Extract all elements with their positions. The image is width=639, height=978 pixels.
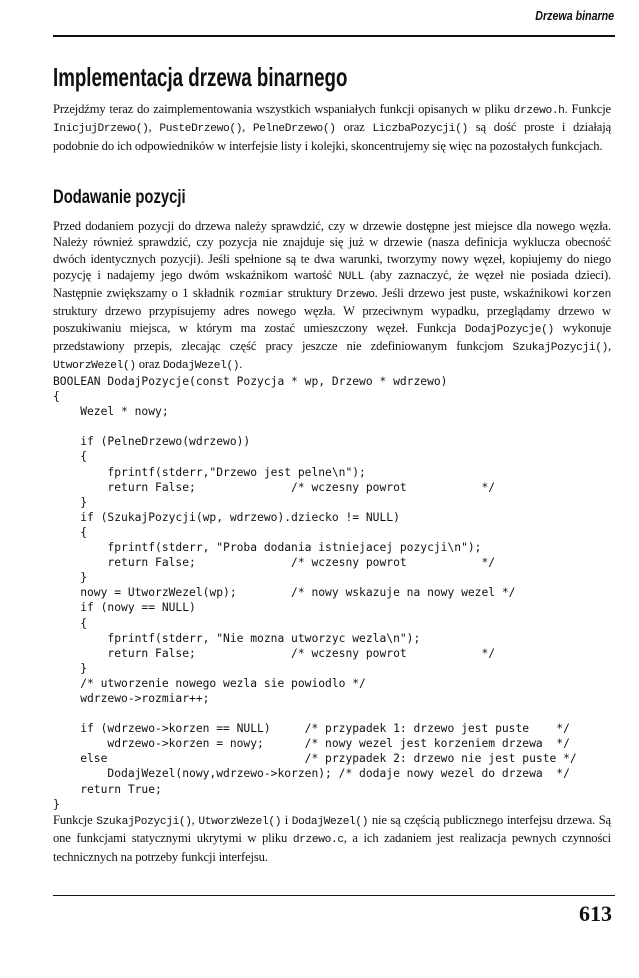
code-line: fprintf(stderr, "Nie mozna utworzyc wezla\n"); [53, 631, 421, 645]
code-line: BOOLEAN DodajPozycje(const Pozycja * wp, Drzewo * wdrzewo) [53, 375, 448, 388]
code-line: if (wdrzewo->korzen == NULL) /* przypadek 1: drzewo jest puste */ [53, 722, 570, 736]
footer-rule [53, 895, 615, 896]
code-line: if (PelneDrzewo(wdrzewo)) [53, 435, 251, 449]
inline-code: Drzewo [336, 289, 375, 302]
text-run: są dość proste i działają podobnie do ich odpowiedników w interfejsie listy i kolejki, skoncentrujemy się więc na pozostałych funkcjach. [53, 120, 612, 153]
inline-code: rozmiar [238, 289, 284, 302]
code-line: } [53, 495, 88, 509]
code-line: } [53, 571, 88, 585]
inline-code: drzewo.c [292, 834, 344, 847]
code-line: fprintf(stderr, "Proba dodania istniejacej pozycji\n"); [53, 541, 482, 555]
text-run: , a ich zadaniem jest realizacja pewnych czynności technicznych na potrzeby funkcji interfejsu. [53, 831, 611, 864]
inline-code: LiczbaPozycji() [372, 123, 468, 136]
text-run: , [148, 120, 160, 135]
inline-code: UtworzWezel() [198, 816, 282, 828]
inline-code: DodajPozycje() [464, 323, 554, 336]
section-title: Implementacja drzewa binarnego [53, 62, 348, 92]
inline-code: NULL [338, 270, 364, 283]
text-run: i [281, 813, 292, 827]
code-line: return True; [53, 782, 162, 796]
code-line: { [53, 390, 60, 404]
text-run: . Funkcje [564, 102, 611, 116]
code-line: } [53, 797, 60, 811]
code-line: return False; /* wczesny powrot */ [53, 556, 496, 570]
inline-code: SzukajPozycji() [512, 342, 608, 355]
text-run: oraz [135, 357, 163, 372]
code-line: /* utworzenie nowego wezla sie powiodlo */ [53, 676, 366, 690]
text-run: Przed dodaniem pozycji do drzewa należy sprawdzić, czy w drzewie dostępne jest miejsce dla nowego węzła. Należy również sprawdzić, czy pozycja nie znajduje się już w drzewie (nasza definicja wyklucza obecność dwóch identycznych pozycji). Jeśli spełnione są te dwa warunki, tworzymy nowy węzeł, kopiujemy do niego pozycję i nadajemy jego dwóm wskaźnikom wartość [53, 219, 611, 282]
closing-paragraph [53, 812, 611, 865]
code-line: if (nowy == NULL) [53, 601, 196, 615]
inline-code: drzewo.h [513, 105, 565, 117]
inline-code: PusteDrzewo() [159, 123, 243, 136]
code-line: if (SzukajPozycji(wp, wdrzewo).dziecko != NULL) [53, 510, 400, 524]
code-line: return False; /* wczesny powrot */ [53, 480, 496, 494]
inline-code: DodajWezel() [291, 816, 369, 828]
code-line: { [53, 450, 88, 464]
header-rule [53, 35, 615, 37]
text-run: wykonuje przedstawiony przepis, zlecając część pracy jeszcze nie zdefiniowanym funkcjom [53, 320, 611, 354]
text-run: nie są częścią publicznego interfejsu drzewa. Są one funkcjami statycznymi ukrytymi w pliku [53, 813, 611, 846]
code-line: wdrzewo->rozmiar++; [53, 691, 210, 705]
code-line: else /* przypadek 2: drzewo nie jest puste */ [53, 752, 577, 766]
code-line: } [53, 661, 88, 675]
inline-code: korzen [572, 289, 611, 302]
inline-code: DodajWezel() [162, 360, 240, 373]
text-run: Funkcje [53, 813, 97, 827]
code-line: fprintf(stderr,"Drzewo jest pelne\n"); [53, 465, 366, 479]
text-run: struktury drzewo przypisujemy adres nowego węzła. W przeciwnym wypadku, przeglądamy drzewo w poszukiwaniu miejsca, w którym ma zostać umieszczony węzeł. Funkcja [53, 304, 611, 335]
inline-code: PelneDrzewo() [252, 123, 336, 136]
code-line [53, 419, 577, 434]
text-run: , [191, 813, 199, 827]
code-line [53, 706, 577, 721]
text-run: struktury [283, 286, 337, 301]
code-line: DodajWezel(nowy,wdrzewo->korzen); /* dodaje nowy wezel do drzewa */ [53, 767, 570, 781]
text-run: (aby zaznaczyć, że węzeł nie posiada dzieci). Następnie zwiększamy o 1 składnik [53, 267, 611, 301]
code-line: nowy = UtworzWezel(wp); /* nowy wskazuje na nowy wezel */ [53, 586, 516, 600]
inline-code: SzukajPozycji() [96, 816, 192, 828]
text-run: . Jeśli drzewo jest puste, wskaźnikowi [374, 286, 573, 301]
inline-code: UtworzWezel() [53, 360, 136, 373]
code-line: wdrzewo->korzen = nowy; /* nowy wezel jest korzeniem drzewa */ [53, 737, 570, 751]
text-run: , [608, 339, 611, 354]
intro-paragraph [53, 101, 611, 154]
page-number: 613 [579, 901, 612, 926]
code-line: Wezel * nowy; [53, 405, 169, 419]
text-run: Przejdźmy teraz do zaimplementowania wszystkich wspaniałych funkcji opisanych w pliku [53, 102, 514, 116]
text-run: , [242, 120, 253, 135]
body-paragraph [53, 218, 611, 375]
code-line: return False; /* wczesny powrot */ [53, 646, 496, 660]
code-line: { [53, 525, 88, 539]
running-head: Drzewa binarne [535, 8, 614, 23]
text-run: . [239, 357, 243, 372]
code-line: { [53, 616, 88, 630]
text-run: oraz [335, 120, 373, 135]
code-listing [53, 374, 577, 812]
subsection-heading: Dodawanie pozycji [53, 187, 186, 208]
inline-code: InicjujDrzewo() [53, 123, 149, 136]
